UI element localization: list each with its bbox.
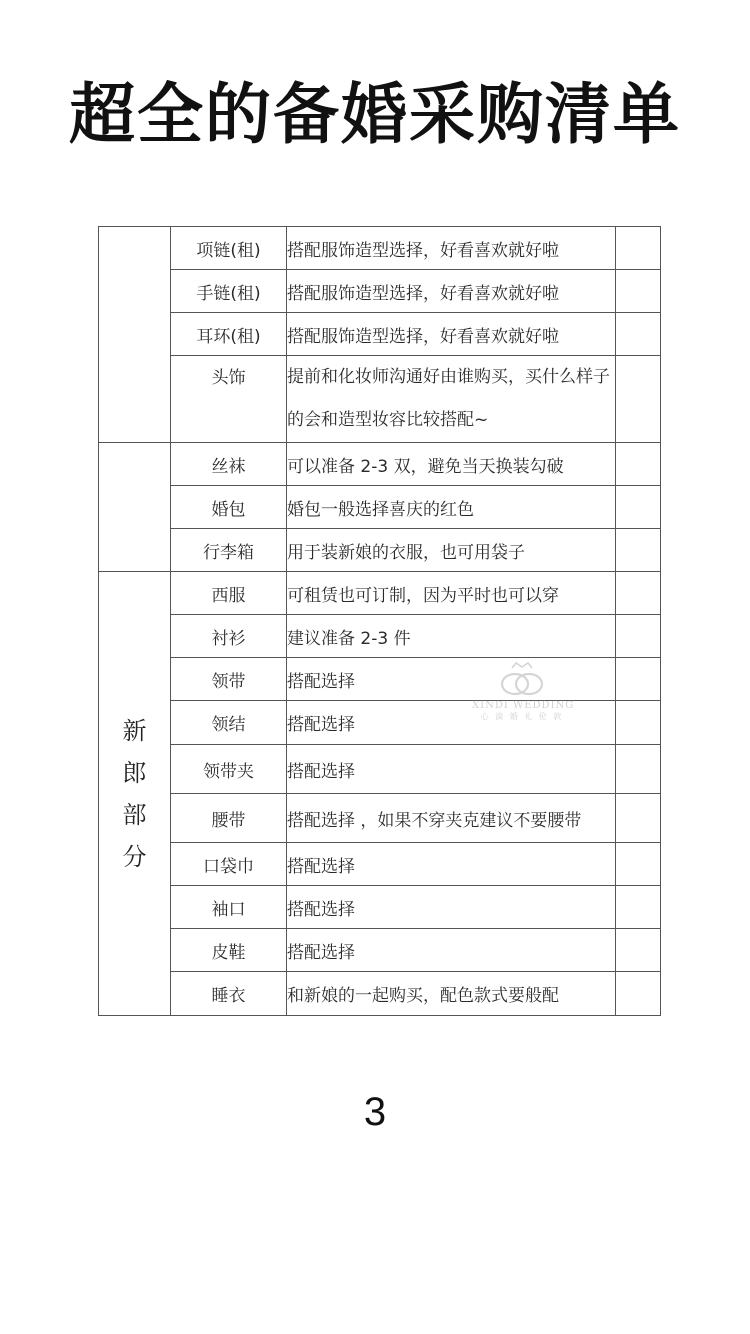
- table-row: [99, 794, 661, 843]
- item-cell: 丝袜: [171, 443, 287, 486]
- item-cell: 衬衫: [171, 615, 287, 658]
- table-row: [99, 745, 661, 794]
- table-row: [99, 356, 661, 443]
- check-cell: [616, 615, 661, 658]
- table-row: [99, 227, 661, 270]
- section-label: 新郎部分: [122, 716, 147, 871]
- item-cell: 领结: [171, 701, 287, 745]
- note-cell: 搭配选择 ，如果不穿夹克建议不要腰带: [287, 794, 616, 843]
- note-cell: 搭配选择: [287, 701, 616, 745]
- item-cell: 项链(租): [171, 227, 287, 270]
- note-cell: 搭配选择: [287, 843, 616, 886]
- watermark-brand-cn: 心 滴 婚 礼 伦 敦: [480, 712, 564, 721]
- page-title: 超全的备婚采购清单: [69, 76, 681, 153]
- page-number: 3: [363, 1090, 387, 1134]
- table-row: [99, 572, 661, 615]
- check-cell: [616, 794, 661, 843]
- check-cell: [616, 929, 661, 972]
- table-row: [99, 701, 661, 745]
- check-cell: [616, 658, 661, 701]
- check-cell: [616, 270, 661, 313]
- note-cell: 搭配选择: [287, 658, 616, 701]
- table-row: [99, 886, 661, 929]
- check-cell: [616, 886, 661, 929]
- table-row: [99, 443, 661, 486]
- section-cell: [99, 227, 171, 443]
- check-cell: [616, 972, 661, 1016]
- table-row: [99, 658, 661, 701]
- check-cell: [616, 529, 661, 572]
- item-cell: 睡衣: [171, 972, 287, 1016]
- check-cell: [616, 227, 661, 270]
- table-row: [99, 270, 661, 313]
- item-cell: 领带: [171, 658, 287, 701]
- item-cell: 皮鞋: [171, 929, 287, 972]
- note-cell: 用于装新娘的衣服，也可用袋子: [287, 529, 616, 572]
- item-cell: 婚包: [171, 486, 287, 529]
- item-cell: 领带夹: [171, 745, 287, 794]
- section-cell: [99, 572, 171, 1016]
- item-cell: 手链(租): [171, 270, 287, 313]
- item-cell: 西服: [171, 572, 287, 615]
- check-cell: [616, 843, 661, 886]
- note-cell: 搭配选择: [287, 886, 616, 929]
- item-cell: 耳环(租): [171, 313, 287, 356]
- table-row: [99, 972, 661, 1016]
- note-cell: 搭配服饰造型选择，好看喜欢就好啦: [287, 270, 616, 313]
- table-row: [99, 615, 661, 658]
- checklist-table: [98, 226, 661, 1016]
- item-cell: 腰带: [171, 794, 287, 843]
- item-cell: 口袋巾: [171, 843, 287, 886]
- check-cell: [616, 443, 661, 486]
- note-cell: 搭配服饰造型选择，好看喜欢就好啦: [287, 227, 616, 270]
- table-row: [99, 843, 661, 886]
- check-cell: [616, 701, 661, 745]
- item-cell: 头饰: [171, 356, 287, 443]
- table-row: [99, 929, 661, 972]
- item-cell: 袖口: [171, 886, 287, 929]
- check-cell: [616, 745, 661, 794]
- note-cell: 可租赁也可订制，因为平时也可以穿: [287, 572, 616, 615]
- watermark-brand-en: XINDI WEDDING: [472, 700, 575, 711]
- note-cell: 搭配选择: [287, 929, 616, 972]
- check-cell: [616, 356, 661, 443]
- item-cell: 行李箱: [171, 529, 287, 572]
- check-cell: [616, 572, 661, 615]
- table-row: [99, 313, 661, 356]
- table-row: [99, 486, 661, 529]
- note-cell: 提前和化妆师沟通好由谁购买，买什么样子的会和造型妆容比较搭配~: [287, 356, 616, 443]
- note-cell: 搭配选择: [287, 745, 616, 794]
- note-cell: 可以准备 2-3 双，避免当天换装勾破: [287, 443, 616, 486]
- check-cell: [616, 313, 661, 356]
- note-cell: 建议准备 2-3 件: [287, 615, 616, 658]
- note-cell: 和新娘的一起购买，配色款式要般配: [287, 972, 616, 1016]
- section-cell: [99, 443, 171, 572]
- note-cell: 搭配服饰造型选择，好看喜欢就好啦: [287, 313, 616, 356]
- table-row: [99, 529, 661, 572]
- check-cell: [616, 486, 661, 529]
- note-cell: 婚包一般选择喜庆的红色: [287, 486, 616, 529]
